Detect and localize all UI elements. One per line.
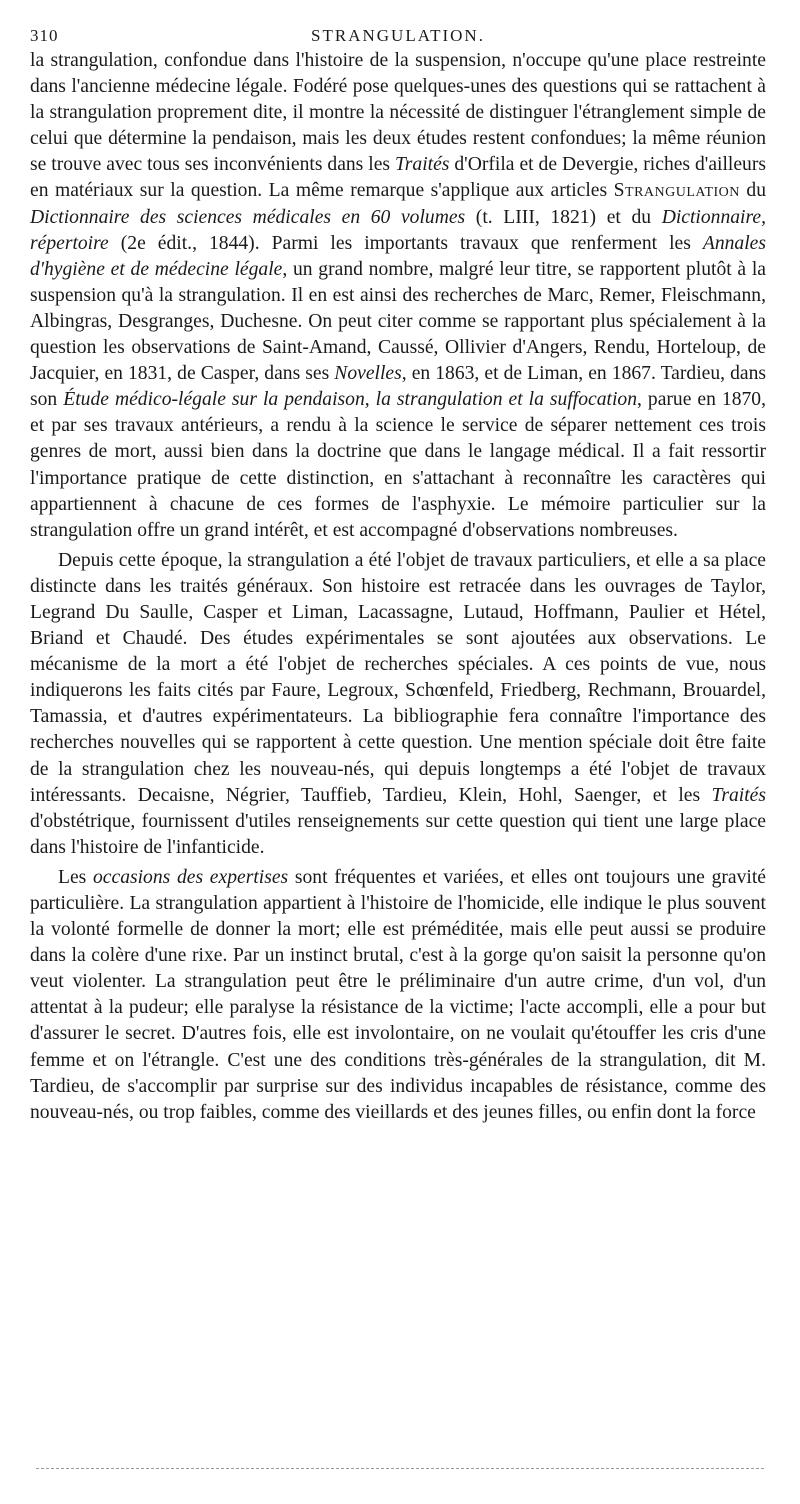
italic-run: Traités (711, 784, 766, 806)
paragraph-history (30, 48, 766, 544)
text-run: , un grand nombre, malgré leur titre, se rapportent plutôt à la suspension qu'à la strangulation. Il en est ainsi des recherches de Marc, Remer, Fleischmann, Albingras, Desgranges, Duchesne. On peut citer comme se rapportant plus spécialement à la question les observations de Saint-Amand, Caussé, Ollivier d'Angers, Rendu, Horteloup, de Jacquier, en 1831, de Casper, dans ses (30, 258, 766, 385)
text-run: Les (58, 866, 93, 888)
text-run: , en 1863, et de Liman, en 1867. Tardieu, dans son (30, 363, 767, 411)
footer-dashed-rule (36, 1468, 764, 1469)
italic-run: Étude médico-légale sur la pendaison, la strangulation et la suffocation (63, 389, 637, 411)
text-run: du (739, 180, 766, 202)
text-run: , parue en 1870, et par ses travaux antérieurs, a rendu à la science le service de séparer nettement ces trois genres de mort, aussi bien dans la doctrine que dans le langage médical. Il a fait ressortir l'importance pratique de cette distinction, en s'attachant à reconnaître les caractères qui appartiennent à chacune de ces formes de l'asphyxie. Le mémoire particulier sur la strangulation offre un grand intérêt, et est accompagné d'observations nombreuses. (30, 389, 767, 541)
page-header-title: STRANGULATION. (311, 26, 485, 45)
running-head (30, 20, 766, 46)
text-run: (t. LIII, 1821) et du (465, 206, 662, 228)
document-page (30, 20, 766, 1126)
italic-run: occasions des expertises (93, 866, 289, 888)
text-run: d'obstétrique, fournissent d'utiles renseignements sur cette question qui tient une large place dans l'histoire de l'infanticide. (30, 810, 766, 858)
paragraph-occasions (30, 865, 766, 1126)
italic-run: Traités (394, 154, 450, 176)
paragraph-recent-works (30, 548, 766, 861)
page-number: 310 (30, 26, 59, 45)
text-run: (2e édit., 1844). Parmi les importants travaux que renferment les (108, 232, 703, 254)
text-run: Depuis cette époque, la strangulation a été l'objet de travaux particuliers, et elle a sa place distincte dans les traités généraux. Son histoire est retracée dans les ouvrages de Taylor, Legrand Du Saulle, Casper et Liman, Lacassagne, Lutaud, Hoffmann, Paulier et Hétel, Briand et Chaudé. Des études expérimentales se sont ajoutées aux observations. Le mécanisme de la mort a été l'objet de recherches spéciales. A ces points de vue, nous indiquerons les faits cités par Faure, Legroux, Schœnfeld, Friedberg, Rechmann, Brouardel, Tamassia, et d'autres expérimentateurs. La bibliographie fera connaître l'importance des recherches nouvelles qui se rapportent à cette question. Une mention spéciale doit être faite de la strangulation chez les nouveau-nés, qui depuis longtemps a été l'objet de travaux intéressants. Decaisne, Négrier, Tauffieb, Tardieu, Klein, Hohl, Saenger, et les (30, 549, 766, 806)
small-caps-run: Strangulation (613, 180, 740, 202)
italic-run: Dictionnaire, répertoire (30, 206, 766, 254)
text-run: d'Orfila et de Devergie, riches d'ailleurs en matériaux sur la question. La même remarque s'applique aux articles (30, 154, 767, 202)
italic-run: Dictionnaire des sciences médicales en 60 volumes (30, 206, 466, 228)
text-run: la strangulation, confondue dans l'histoire de la suspension, n'occupe qu'une place restreinte dans l'ancienne médecine légale. Fodéré pose quelques-unes des questions qui se rattachent à la strangulation proprement dite, il montre la nécessité de distinguer l'étranglement simple de celui que détermine la pendaison, mais les deux études restent confondues; la même réunion se trouve avec tous ses inconvénients dans les (30, 50, 766, 176)
italic-run: Annales d'hygiène et de médecine légale (30, 232, 766, 280)
italic-run: Novelles (334, 363, 402, 385)
text-run: sont fréquentes et variées, et elles ont toujours une gravité particulière. La strangulation appartient à l'histoire de l'homicide, elle indique le plus souvent la volonté formelle de donner la mort; elle est préméditée, mais elle peut aussi se produire dans la colère d'une rixe. Par un instinct brutal, c'est à la gorge qu'on saisit la personne qu'on veut violenter. La strangulation peut être le préliminaire d'un autre crime, d'un vol, d'un attentat à la pudeur; elle paralyse la résistance de la victime; l'acte accompli, elle a pour but d'assurer le secret. D'autres fois, elle est involontaire, on ne voulait qu'étouffer les cris d'une femme et on l'étrangle. C'est une des conditions très-générales de la strangulation, dit M. Tardieu, de s'accomplir par surprise sur des individus incapables de résistance, comme des nouveau-nés, ou trop faibles, comme des vieillards et des jeunes filles, ou enfin dont la force (30, 866, 766, 1123)
